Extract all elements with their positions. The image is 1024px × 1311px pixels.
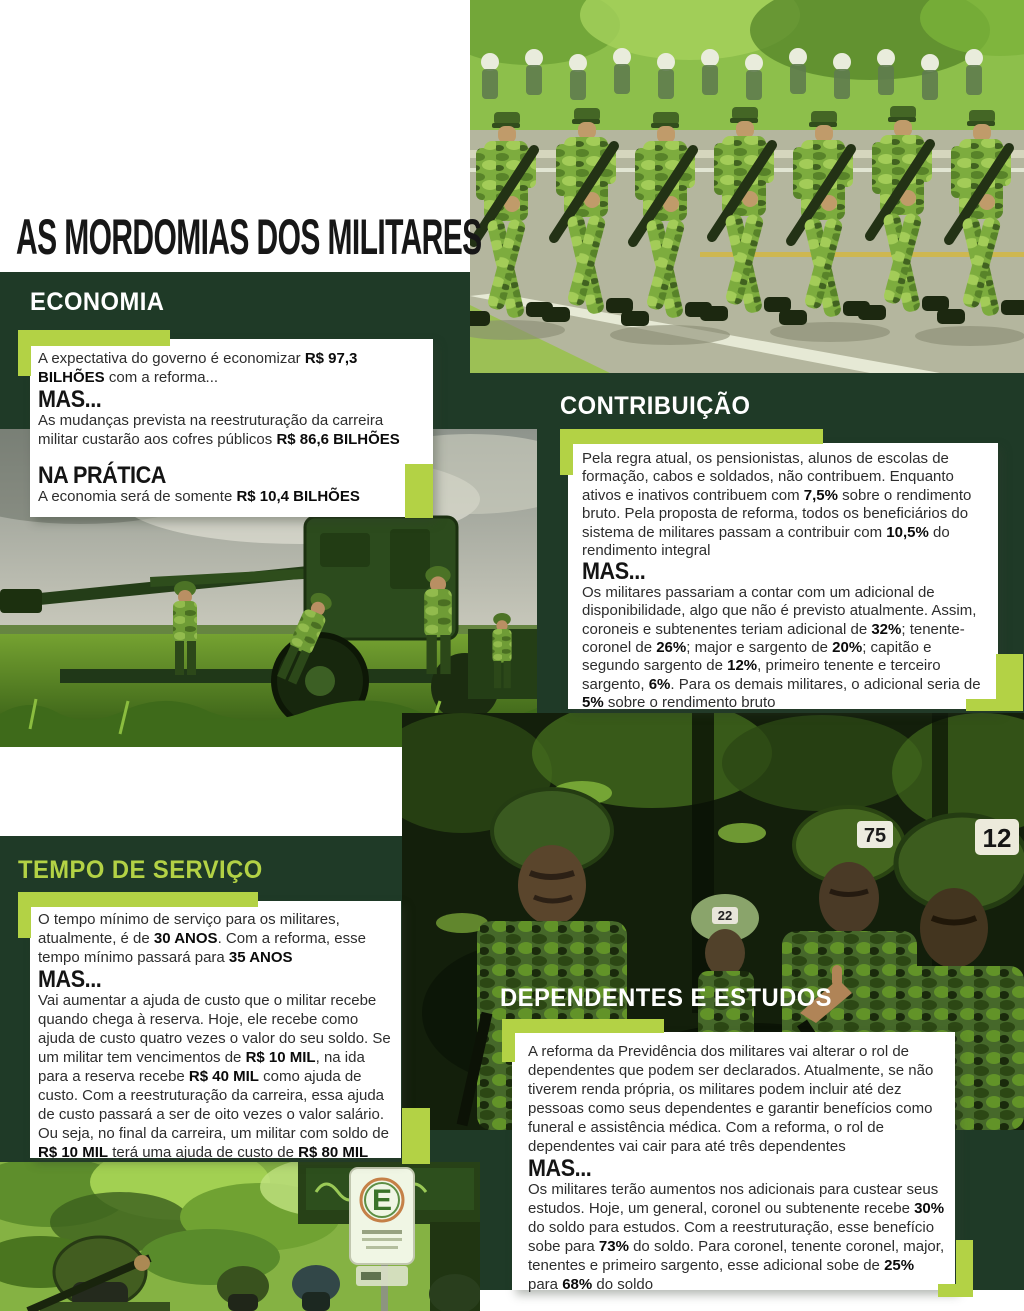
accent-bar (560, 429, 573, 475)
page-title: AS MORDOMIAS DOS MILITARES (16, 209, 482, 265)
mas-subheading: MAS... (582, 558, 646, 586)
dependentes-paragraph-1: A reforma da Previdência dos militares vai alterar o rol de dependentes que podem ser declarados. Atualmente, se não tiverem renda própria, os militares podem incluir até dez pessoas como seus dependentes e garantir benefícios como funeral e assistência médica. Com a reforma, o rol de dependentes vai cair para até três dependentes (528, 1043, 934, 1155)
economia-card (30, 339, 433, 517)
tempo-de-servico-card (30, 901, 401, 1161)
contribuicao-paragraph-1: Pela regra atual, os pensionistas, alunos de escolas de formação, cabos e soldados, não contribuem. Enquanto ativos e inativos contribuem com 7,5% sobre o rendimento bruto. Pela proposta de reforma, todos os beneficiários do sistema de militares passam a contribuir com 10,5% do rendimento integral (582, 450, 972, 560)
accent-bar (18, 330, 31, 376)
contribuicao-card (568, 443, 998, 712)
economia-paragraph-3: A economia será de somente R$ 10,4 BILHÕES (38, 488, 360, 505)
photo-street-patrol (0, 1162, 480, 1311)
economia-paragraph-1: A expectativa do governo é economizar R$ 97,3 BILHÕES com a reforma... (38, 350, 358, 386)
dependentes-card (512, 1032, 955, 1293)
na-pratica-subheading: NA PRÁTICA (38, 462, 166, 489)
accent-bar (938, 1284, 973, 1297)
tempo-paragraph-1: O tempo mínimo de serviço para os militares, atualmente, é de 30 ANOS. Com a reforma, esse tempo mínimo passará para 35 ANOS (38, 911, 366, 966)
accent-bar (560, 429, 823, 444)
section-heading-dependentes-e-estudos: DEPENDENTES E ESTUDOS (500, 984, 832, 1012)
section-heading-tempo-de-servico: TEMPO DE SERVIÇO (18, 856, 263, 884)
accent-bar (966, 699, 1023, 711)
helmet-number-12: 12 (982, 823, 1012, 853)
dependentes-paragraph-2: Os militares terão aumentos nos adicionais para custear seus estudos. Hoje, um general, coronel ou subtenente recebe 30% do soldo para estudos. Com a reestruturação, esse benefício sobe para 73% do soldo. Para coronel, tenente coronel, major, tenentes e primeiro sargento, esse adicional sobe de 25% para 68% do soldo (528, 1181, 945, 1293)
accent-bar (405, 464, 433, 518)
tempo-paragraph-2: Vai aumentar a ajuda de custo que o militar recebe quando chega à reserva. Hoje, ele recebe como ajuda de custo quatro vezes o valor do seu soldo. Se um militar tem vencimentos de R$ 10 MIL, na ida para a reserva recebe R$ 40 MIL como ajuda de custo. Com a reestruturação da carreira, essa ajuda de custo passará a ser de oito vezes o valor salário. Ou seja, no final da carreira, um militar com soldo de R$ 10 MIL terá uma ajuda de custo de R$ 80 MIL (38, 992, 391, 1161)
mas-subheading: MAS... (38, 966, 102, 993)
accent-bar (18, 330, 170, 346)
accent-bar (18, 892, 31, 938)
parking-sign-letter: E (371, 1184, 393, 1217)
mas-subheading: MAS... (38, 386, 102, 413)
accent-bar (502, 1019, 664, 1033)
helmet-number-22: 22 (717, 908, 733, 923)
contribuicao-paragraph-2: Os militares passariam a contar com um adicional de disponibilidade, algo que não é previsto atualmente. Assim, coroneis e subtenentes teriam adicional de 32%; tenente-coronel de 26%; major e sargento de 20%; capitão e segundo sargento de 12%, primeiro tenente e terceiro sargento, 6%. Para os demais militares, o adicional seria de 5% sobre o rendimento bruto (582, 583, 981, 712)
section-heading-economia: ECONOMIA (30, 288, 165, 316)
photo-marching-soldiers (470, 0, 1024, 373)
helmet-number-75: 75 (863, 825, 887, 847)
mas-subheading: MAS... (528, 1155, 592, 1182)
accent-bar (502, 1019, 515, 1062)
accent-bar (402, 1108, 430, 1164)
accent-bar (18, 892, 258, 907)
economia-paragraph-2: As mudanças prevista na reestruturação da carreira militar custarão aos cofres públicos R$ 86,6 BILHÕES (38, 412, 400, 448)
section-heading-contribuicao: CONTRIBUIÇÃO (560, 392, 751, 420)
